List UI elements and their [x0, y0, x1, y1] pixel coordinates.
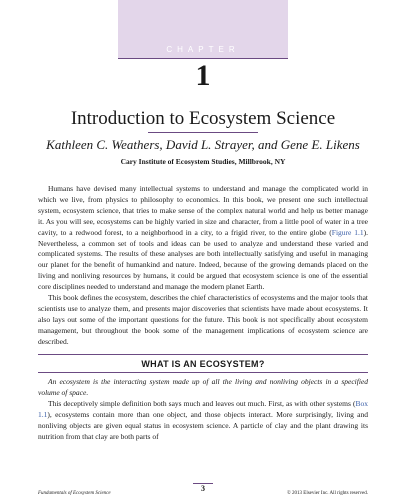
intro-paragraph-1 [38, 184, 368, 293]
section-paragraph [38, 399, 368, 443]
intro-paragraph-1-a: Humans have devised many intellectual systems to understand and manage the complicated world in which we live, from physics to philosophy to economics. In this book, we present one such intellectual system, ecosystem science, that tries to make sense of the complex natural world and help us better manage it. As you will see, ecosystems can be highly varied in size and character, from a little pool of water in a tree cavity, to a redwood forest, to a neighborhood in a city, to a frigid river, to the entire globe ( [38, 184, 368, 237]
section-rule-bottom [38, 372, 368, 373]
chapter-number: 1 [195, 59, 211, 92]
section-paragraph-a: This deceptively simple definition both says much and leaves out much. First, as with other systems ( [48, 398, 356, 408]
section-body [38, 377, 368, 442]
authors: Kathleen C. Weathers, David L. Strayer, and Gene E. Likens [46, 137, 360, 152]
chapter-banner [118, 0, 288, 58]
box-1-1-link[interactable]: Box 1.1 [38, 398, 368, 419]
page-number: 3 [201, 484, 205, 493]
figure-1-1-link[interactable]: Figure 1.1 [331, 227, 364, 237]
chapter-title: Introduction to Ecosystem Science [70, 108, 336, 129]
section-heading: WHAT IS AN ECOSYSTEM? [141, 359, 265, 369]
footer-book-title: Fundamentals of Ecosystem Science [38, 491, 111, 496]
title-rule [148, 132, 258, 133]
chapter-label: CHAPTER [166, 45, 240, 54]
affiliation: Cary Institute of Ecosystem Studies, Millbrook, NY [120, 157, 286, 166]
intro-paragraph-2: This book defines the ecosystem, describes the chief characteristics of ecosystems and the major tools that scientists use to analyze them, and presents major discoveries that scientists have made about ecosystems. It also lays out some of the important questions for the future. This book is not specifically about ecosystem management, but throughout the book some of the management implications of ecosystem science are described. [38, 293, 368, 346]
footer-copyright: © 2013 Elsevier Inc. All rights reserved. [286, 491, 368, 496]
ecosystem-definition: An ecosystem is the interacting system made up of all the living and nonliving objects in a specified volume of space. [38, 377, 368, 397]
section-paragraph-b: ), ecosystems contain more than one object, and those objects interact. More surprisingly, living and nonliving objects are given equal status in ecosystem science. A particle of clay and the plant drawing its nutrition from that clay are both parts of [38, 409, 368, 441]
intro-paragraph-1-b: ). Nevertheless, a common set of tools and ideas can be used to analyze and understand these varied and complicated systems. The results of these analyses are both intellectually satisfying and useful in managing our planet for the benefit of humankind and nature. Indeed, because of the growing demands placed on the living and nonliving resources by humans, it could be argued that ecosystem science is one of the essential core disciplines needed to understand and manage the modern planet Earth. [38, 227, 368, 292]
intro-text [38, 184, 368, 348]
section-rule-top [38, 354, 368, 355]
